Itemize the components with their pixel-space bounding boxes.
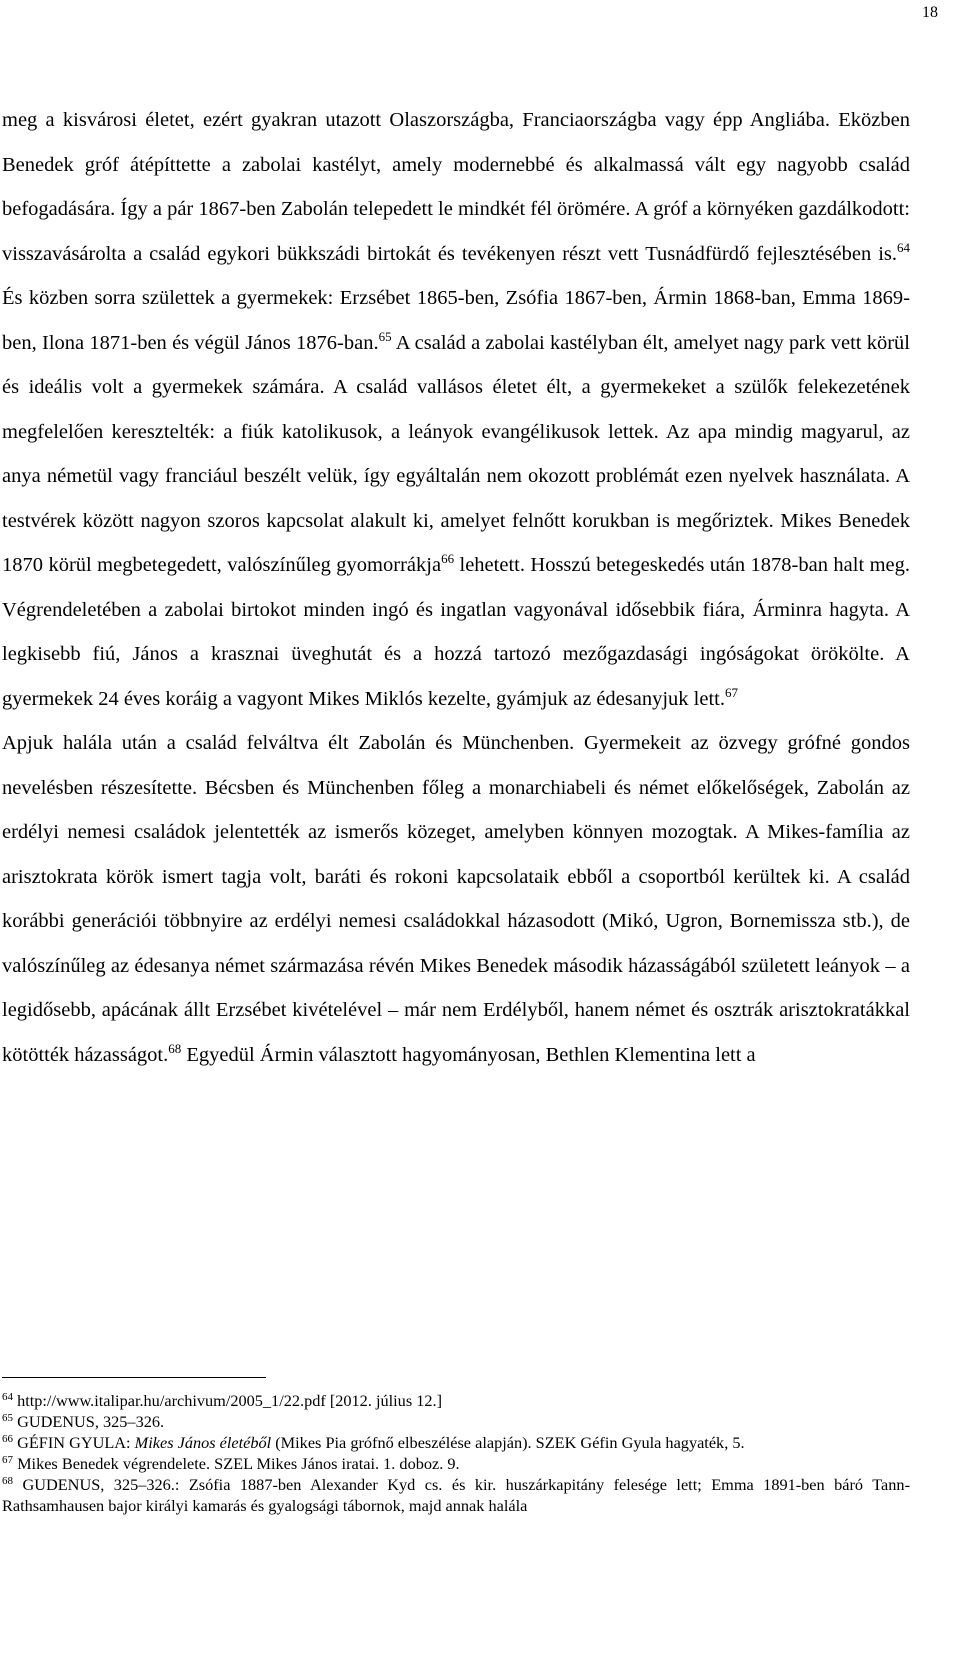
footnote-text: http://www.italipar.hu/archivum/2005_1/22.pdf [2012. július 12.] xyxy=(13,1391,442,1410)
footnote xyxy=(2,1411,910,1432)
footnote-ref[interactable]: 68 xyxy=(168,1040,182,1056)
text-run: A család a zabolai kastélyban élt, amelyet nagy park vett körül és ideális volt a gyermekek számára. A család vallásos életet élt, a gyermekeket a szülők felekezetének megfelelően keresztelték: a fiúk katolikusok, a leányok evangélikusok lettek. Az apa mindig magyarul, az anya németül vagy franciául beszélt velük, így egyáltalán nem okozott problémát ezen nyelvek használata. A testvérek között nagyon szoros kapcsolat alakult ki, amelyet felnőtt korukban is megőriztek. Mikes Benedek 1870 körül megbetegedett, valószínűleg gyomorrákja xyxy=(2,331,911,576)
text-run: lehetett. Hosszú betegeskedés után 1878-ban halt meg. Végrendeletében a zabolai birtokot minden ingó és ingatlan vagyonával idősebbik fiára, Árminra hagyta. A legkisebb fiú, János a krasznai üveghutát és a hozzá tartozó mezőgazdasági ingóságokat örökölte. A gyermekek 24 éves koráig a vagyont Mikes Miklós kezelte, gyámjuk az édesanyjuk lett. xyxy=(2,554,911,710)
footnote-number: 66 xyxy=(2,1433,13,1445)
text-run: Apjuk halála után a család felváltva élt Zabolán és Münchenben. Gyermekeit az özvegy grófné gondos nevelésben részesítette. Bécsben és Münchenben főleg a monarchiabeli és német előkelőségek, Zabolán az erdélyi nemesi családok jelentették az ismerős közeget, amelyben könnyen mozogtak. A Mikes-família az arisztokrata körök ismert tagja volt, baráti és rokoni kapcsolataik ebből a csoportból kerültek ki. A család korábbi generációi többnyire az erdélyi nemesi családokkal házasodott (Mikó, Ugron, Bornemissza stb.), de valószínűleg az édesanya német származása révén Mikes Benedek második házasságából született leányok – a legidősebb, apácának állt Erzsébet kivételével – már nem Erdélyből, hanem német és osztrák arisztokratákkal kötötték házasságot. xyxy=(2,732,910,1066)
page-number: 18 xyxy=(922,4,938,21)
footnote-text: GUDENUS, 325–326. xyxy=(13,1412,165,1431)
footnote-text: GÉFIN GYULA: xyxy=(13,1433,135,1452)
footnote-number: 67 xyxy=(2,1454,13,1466)
footnote xyxy=(2,1390,910,1411)
text-run: meg a kisvárosi életet, ezért gyakran utazott Olaszországba, Franciaországba vagy épp Angliába. Eközben Benedek gróf átépíttette a zabolai kastélyt, amely modernebbé és alkalmassá vált egy nagyobb család befogadására. Így a pár 1867-ben Zabolán telepedett le mindkét fél örömére. A gróf a környéken gazdálkodott: visszavásárolta a család egykori bükkszádi birtokát és tevékenyen részt vett Tusnádfürdő fejlesztésében is. xyxy=(2,109,910,265)
footnote-divider xyxy=(2,1377,266,1378)
footnote-number: 68 xyxy=(2,1475,13,1487)
body-text xyxy=(2,98,910,1077)
footnote-number: 65 xyxy=(2,1412,13,1424)
footnote-ref[interactable]: 66 xyxy=(441,551,455,566)
paragraph xyxy=(2,721,910,1077)
footnote-ref[interactable]: 67 xyxy=(725,684,738,700)
text-run: És közben sorra születtek a gyermekek: Erzsébet 1865-ben, Zsófia 1867-ben, Ármin 1868-ban, Emma 1869-ben, Ilona 1871-ben és végül János 1876-ban. xyxy=(2,287,910,354)
footnote-ref[interactable]: 65 xyxy=(378,328,392,344)
footnote-text: GUDENUS, 325–326.: Zsófia 1887-ben Alexander Kyd cs. és kir. huszárkapitány felesége lett; Emma 1891-ben báró Tann-Rathsamhausen bajor királyi kamarás és gyalogsági tábornok, majd annak halála xyxy=(2,1475,910,1515)
footnote xyxy=(2,1474,910,1516)
footnote-ref[interactable]: 64 xyxy=(897,239,910,255)
footnote-text: (Mikes Pia grófnő elbeszélése alapján). SZEK Géfin Gyula hagyaték, 5. xyxy=(271,1433,745,1452)
text-run: Egyedül Ármin választott hagyományosan, Bethlen Klementina lett a xyxy=(181,1043,756,1066)
footnote-title: Mikes János életéből xyxy=(134,1433,272,1452)
footnote xyxy=(2,1432,910,1453)
footnote-text: Mikes Benedek végrendelete. SZEL Mikes János iratai. 1. doboz. 9. xyxy=(13,1454,460,1473)
footnotes xyxy=(2,1390,910,1516)
paragraph xyxy=(2,98,910,721)
footnote-number: 64 xyxy=(2,1391,13,1403)
footnote xyxy=(2,1453,910,1474)
